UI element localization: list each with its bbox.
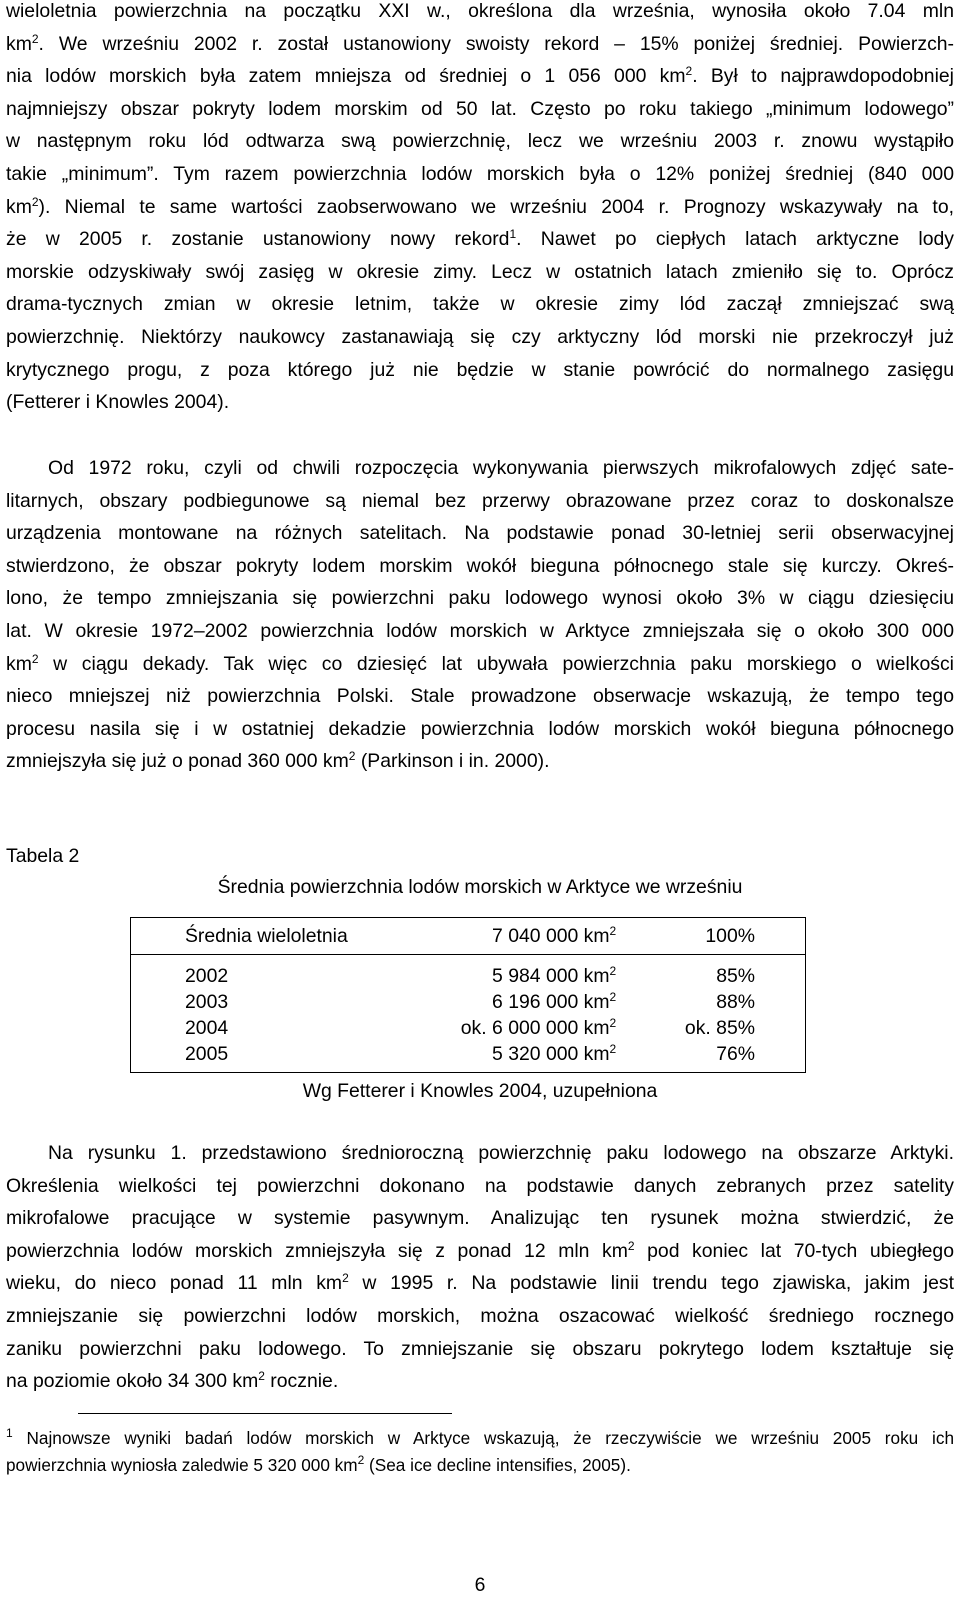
footnote-line: powierzchnia wyniosła zaledwie 5 320 000 $km^2$ (Sea ice decline intensifies, 2005). (6, 1453, 631, 1475)
text-line: $km^2$. We wrześniu 2002 r. został ustanowiony swoisty rekord – 15% poniżej średniej. Powierzch- (6, 31, 954, 55)
text-line: w następnym roku lód odtwarza swą powierzchnię, lecz we wrześniu 2003 r. znowu wystąpiło (6, 130, 954, 153)
text-line: na poziomie około 34 300 $km^2$ rocznie. (6, 1369, 339, 1393)
text-line: urządzenia montowane na różnych satelitach. Na podstawie ponad 30-letniej serii obserwacyjnej (6, 522, 954, 545)
table-cell: 88% (716, 991, 755, 1013)
footnote-mark: 1 (6, 1426, 13, 1440)
table-row (131, 989, 806, 1015)
text-line: Określenia wielkości tej powierzchni dokonano na podstawie danych zebranych przez satelity (6, 1174, 954, 1197)
table-cell: 2002 (185, 965, 229, 987)
table-cell: ok. 85% (684, 1017, 755, 1039)
text-line: najmniejszy obszar pokryty lodem morskim od 50 lat. Często po roku takiego „minimum lodowego” (6, 97, 954, 120)
text-line: nieco mniejszej niż powierzchnia Polski. Stale prowadzone obserwacje wskazują, że tempo tego (6, 685, 954, 708)
text-line: zaniku powierzchni paku lodowego. To zmniejszanie się obszaru pokrytego lodem kształtuje się (6, 1337, 954, 1360)
paragraph-satellite-observations (6, 452, 954, 778)
table-cell: 100% (616, 918, 805, 955)
text-line: krytycznego progu, z poza którego już nie będzie w stanie powrócić do normalnego zasięgu (6, 358, 954, 381)
text-line: zmniejszanie się powierzchni lodów morskich, można oszacować wielkość średniego rocznego (6, 1304, 954, 1327)
table-cell: 2004 (185, 1017, 229, 1039)
text-line: że w 2005 r. zostanie ustanowiony nowy rekord$^1$. Nawet po ciepłych latach arktyczne lody (6, 227, 954, 251)
text-line: litarnych, obszary podbiegunowe są niemal bez przerwy obrazowane przez coraz to doskonalsze (6, 489, 954, 512)
table-cell: 6 196 000 $km^2$ (492, 990, 617, 1013)
table-cell: ok. 6 000 000 $km^2$ (460, 1016, 617, 1039)
footnote (6, 1425, 954, 1479)
text-line: nia lodów morskich była zatem mniejsza od średniej o 1 056 000 $km^2$. Był to najprawdopodobniej (6, 64, 954, 88)
text-line: zmniejszyła się już o ponad 360 000 $km^2$ (Parkinson i in. 2000). (6, 749, 550, 773)
table-header-row (131, 918, 806, 955)
text-line: powierzchnia lodów morskich zmniejszyła się z ponad 12 mln $km^2$ pod koniec lat 70-tych ubiegłego (6, 1238, 954, 1262)
table-cell: 7 040 000 $km^2$ (453, 918, 617, 955)
table-row (131, 1041, 806, 1073)
text-line: Na rysunku 1. przedstawiono średnioroczną powierzchnię paku lodowego na obszarze Arktyki. (48, 1142, 954, 1164)
text-line: procesu nasila się i w ostatniej dekadzie powierzchnia lodów morskich wokół bieguna północnego (6, 717, 954, 740)
text-line: takie „minimum”. Tym razem powierzchnia lodów morskich była o 12% poniżej średniej (840 000 (6, 162, 954, 185)
table-label: Tabela 2 (6, 845, 80, 867)
page-number: 6 (474, 1574, 486, 1596)
footnote-separator (78, 1413, 452, 1414)
footnote-line: $^1$ Najnowsze wyniki badań lodów morskich w Arktyce wskazują, że rzeczywiście we wrześniu 2005 roku ich (6, 1426, 954, 1448)
sea-ice-table (130, 917, 806, 1073)
table-cell: 5 984 000 $km^2$ (492, 964, 617, 987)
table-caption: Średnia powierzchnia lodów morskich w Arktyce we wrześniu (217, 876, 743, 898)
text-line: powierzchnię. Niektórzy naukowcy zastanawiają się czy arktyczny lód morski nie przekroczył już (6, 325, 954, 348)
table-cell: 2005 (185, 1043, 229, 1065)
text-line: stwierdzono, że obszar pokryty lodem morskim wokół bieguna północnego stale się kurczy. Okreś- (6, 554, 954, 577)
text-line: mikrofalowe pracujące w systemie pasywnym. Analizując ten rysunek można stwierdzić, że (6, 1207, 954, 1230)
table-row (131, 1015, 806, 1041)
text-line: wieku, do nieco ponad 11 mln $km^2$ w 1995 r. Na podstawie linii trendu tego zjawiska, jakim jest (6, 1271, 954, 1295)
text-line: Od 1972 roku, czyli od chwili rozpoczęcia wykonywania pierwszych mikrofalowych zdjęć sate- (48, 457, 954, 479)
text-line: lono, że tempo zmniejszania się powierzchni paku lodowego wynosi około 3% w ciągu dziesięciu (6, 587, 954, 610)
paragraph-figure-description (6, 1137, 954, 1398)
text-line: $km^2$ w ciągu dekady. Tak więc co dziesięć lat ubywała powierzchnia paku morskiego o wielkości (6, 651, 954, 675)
table-cell: 2003 (185, 991, 229, 1013)
text-line: drama-tycznych zmian w okresie letnim, także w okresie zimy lód zaczął zmniejszać swą (6, 293, 954, 316)
paragraph-sea-ice-record (6, 0, 954, 419)
table-row (131, 955, 806, 990)
text-line: lat. W okresie 1972–2002 powierzchnia lodów morskich w Arktyce zmniejszała się o około 300 000 (6, 619, 954, 642)
text-line: morskie odzyskiwały swój zasięg w okresie zimy. Lecz w ostatnich latach zmieniło się to. Oprócz (6, 260, 954, 283)
text-line: $km^2$). Niemal te same wartości zaobserwowano we wrześniu 2004 r. Prognozy wskazywały na to, (6, 194, 954, 218)
table-cell: 76% (716, 1043, 755, 1065)
table-cell: 85% (716, 965, 755, 987)
text-line: wieloletnia powierzchnia na początku XXI w., określona dla września, wynosiła około 7.04 mln (6, 0, 954, 22)
text-line: (Fetterer i Knowles 2004). (6, 391, 230, 414)
table-cell: 5 320 000 $km^2$ (492, 1042, 617, 1065)
table-cell: Średnia wieloletnia (131, 918, 453, 955)
table-source: Wg Fetterer i Knowles 2004, uzupełniona (302, 1080, 658, 1102)
